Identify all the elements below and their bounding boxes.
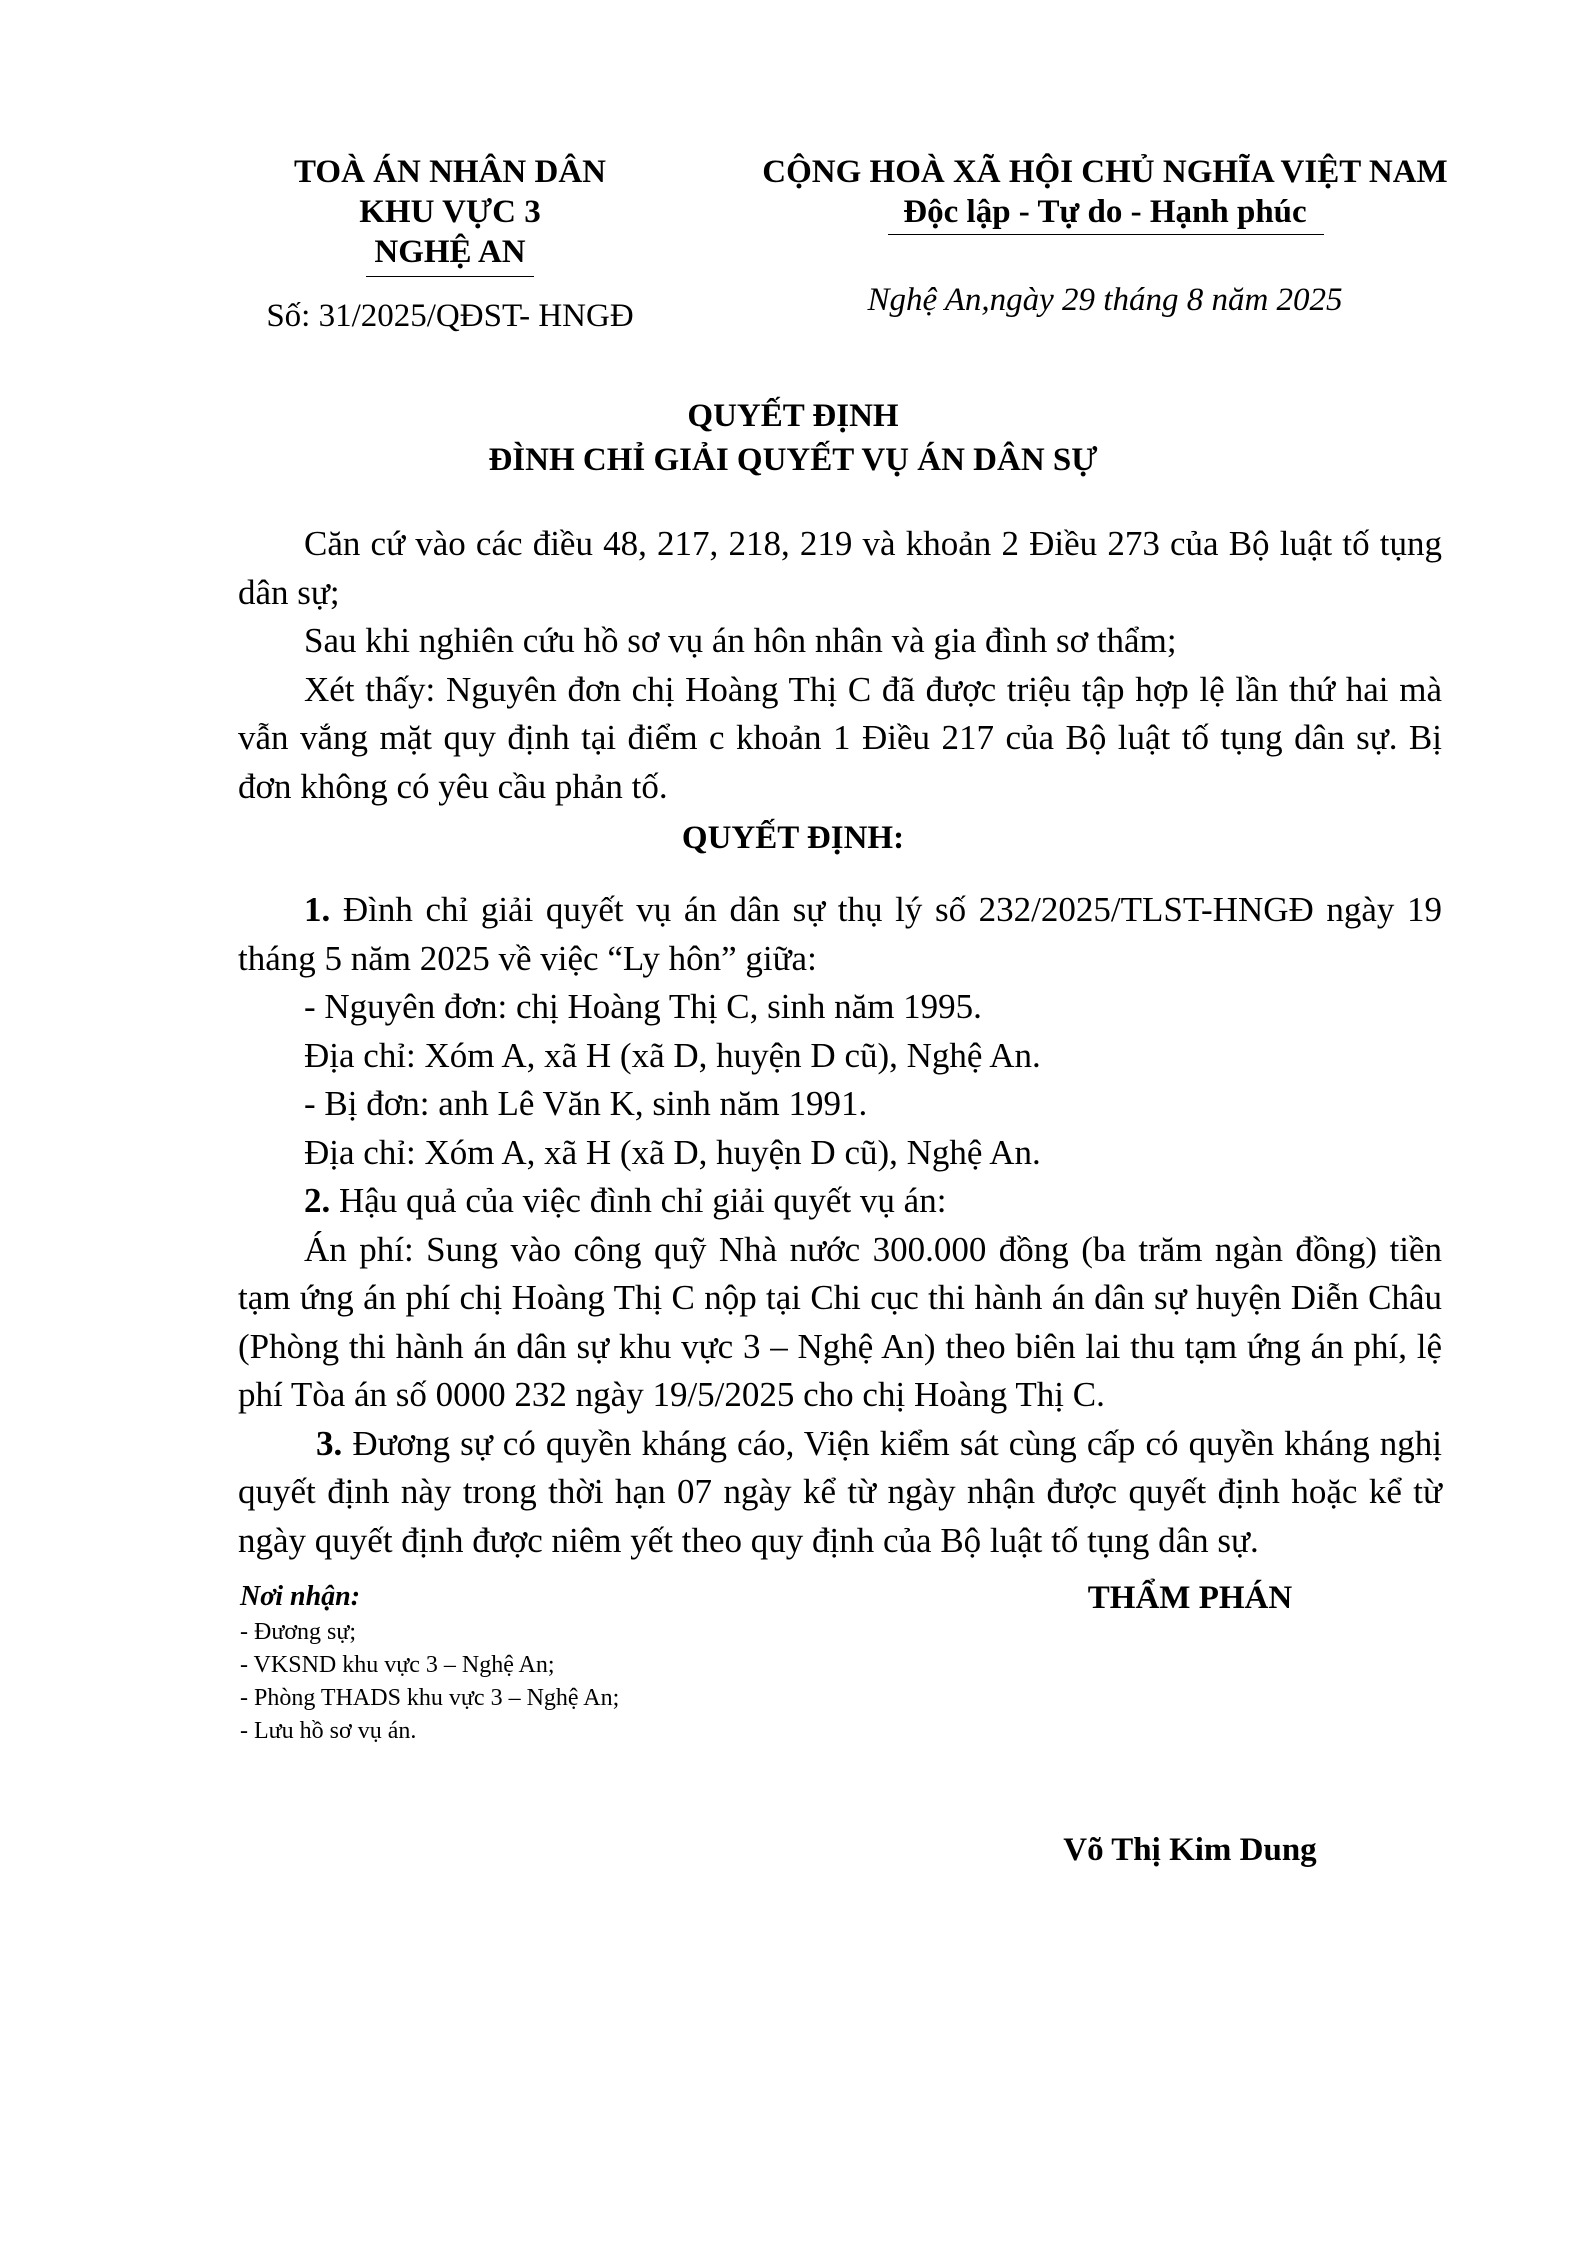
item-1 bbox=[238, 886, 1442, 983]
item-2-number: 2. bbox=[304, 1181, 331, 1220]
item-1-text: Đình chỉ giải quyết vụ án dân sự thụ lý số 232/2025/TLST-HNGĐ ngày 19 tháng 5 năm 2025 về việc “Ly hôn” giữa: bbox=[238, 890, 1442, 978]
motto: Độc lập - Tự do - Hạnh phúc bbox=[903, 194, 1307, 230]
court-name-block bbox=[250, 152, 650, 272]
judge-name: Võ Thị Kim Dung bbox=[1063, 1832, 1317, 1868]
decision-items bbox=[238, 886, 1442, 1565]
court-underline bbox=[366, 276, 534, 277]
court-name-line2: KHU VỰC 3 bbox=[359, 194, 541, 230]
decision-heading: QUYẾT ĐỊNH: bbox=[681, 820, 905, 856]
preamble bbox=[238, 520, 1442, 811]
document-number: Số: 31/2025/QĐST- HNGĐ bbox=[266, 298, 634, 334]
item-3-number: 3. bbox=[316, 1423, 343, 1463]
recipient-item: - Lưu hồ sơ vụ án. bbox=[240, 1718, 417, 1744]
plaintiff: - Nguyên đơn: chị Hoàng Thị C, sinh năm 1995. bbox=[304, 987, 982, 1026]
item-3-text: Đương sự có quyền kháng cáo, Viện kiểm sát cùng cấp có quyền kháng nghị quyết định này trong thời hạn 07 ngày kể từ ngày nhận được quyết định hoặc kể từ ngày quyết định được niêm yết theo quy định của Bộ luật tố tụng dân sự. bbox=[238, 1423, 1442, 1560]
item-2-text: Hậu quả của việc đình chỉ giải quyết vụ án: bbox=[339, 1181, 947, 1220]
plaintiff-address: Địa chỉ: Xóm A, xã H (xã D, huyện D cũ), Nghệ An. bbox=[304, 1035, 1041, 1075]
review-statement: Sau khi nghiên cứu hồ sơ vụ án hôn nhân và gia đình sơ thẩm; bbox=[304, 621, 1177, 660]
findings: Xét thấy: Nguyên đơn chị Hoàng Thị C đã được triệu tập hợp lệ lần thứ hai mà vẫn vắng mặt quy định tại điểm c khoản 1 Điều 217 của Bộ luật tố tụng dân sự. Bị đơn không có yêu cầu phản tố. bbox=[238, 669, 1442, 806]
country-name: CỘNG HOÀ XÃ HỘI CHỦ NGHĨA VIỆT NAM bbox=[762, 154, 1448, 190]
court-name-line1: TOÀ ÁN NHÂN DÂN bbox=[294, 154, 606, 190]
item-1-number: 1. bbox=[304, 890, 331, 929]
item-3 bbox=[238, 1420, 1442, 1566]
item-2 bbox=[238, 1177, 1442, 1226]
document-date: Nghệ An,ngày 29 tháng 8 năm 2025 bbox=[867, 282, 1343, 318]
recipient-item: - VKSND khu vực 3 – Nghệ An; bbox=[240, 1652, 555, 1678]
defendant: - Bị đơn: anh Lê Văn K, sinh năm 1991. bbox=[304, 1084, 868, 1123]
judge-title: THẨM PHÁN bbox=[1087, 1580, 1293, 1616]
legal-basis: Căn cứ vào các điều 48, 217, 218, 219 và khoản 2 Điều 273 của Bộ luật tố tụng dân sự; bbox=[238, 524, 1442, 612]
defendant-address: Địa chỉ: Xóm A, xã H (xã D, huyện D cũ), Nghệ An. bbox=[304, 1132, 1041, 1172]
court-name-line3: NGHỆ AN bbox=[374, 234, 526, 270]
recipients-label: Nơi nhận: bbox=[240, 1581, 361, 1612]
recipients-block bbox=[240, 1578, 619, 1748]
document-subtitle: ĐÌNH CHỈ GIẢI QUYẾT VỤ ÁN DÂN SỰ bbox=[488, 442, 1098, 478]
court-fee: Án phí: Sung vào công quỹ Nhà nước 300.000 đồng (ba trăm ngàn đồng) tiền tạm ứng án phí chị Hoàng Thị C nộp tại Chi cục thi hành án dân sự huyện Diễn Châu (Phòng thi hành án dân sự khu vực 3 – Nghệ An) theo biên lai thu tạm ứng án phí, lệ phí Tòa án số 0000 232 ngày 19/5/2025 cho chị Hoàng Thị C. bbox=[238, 1229, 1442, 1414]
motto-underline bbox=[888, 234, 1324, 235]
national-motto-block bbox=[720, 152, 1490, 232]
recipient-item: - Phòng THADS khu vực 3 – Nghệ An; bbox=[240, 1685, 620, 1711]
document-title: QUYẾT ĐỊNH bbox=[687, 398, 899, 434]
recipient-item: - Đương sự; bbox=[240, 1619, 357, 1645]
